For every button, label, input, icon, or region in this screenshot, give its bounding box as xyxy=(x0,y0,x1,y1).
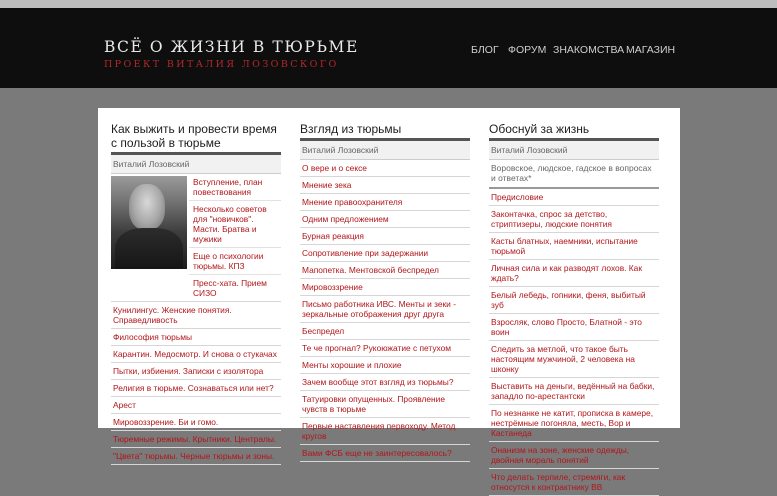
nav-blog[interactable]: БЛОГ xyxy=(471,44,499,56)
article-list xyxy=(300,160,470,462)
article-link[interactable]: Менты хорошие и плохие xyxy=(300,357,470,374)
article-link[interactable]: "Цвета" тюрьмы. Черные тюрьмы и зоны. xyxy=(111,448,281,465)
article-link[interactable]: Бурная реакция xyxy=(300,228,470,245)
article-link[interactable]: Татуировки опущенных. Проявление чувств в тюрьме xyxy=(300,391,470,418)
author-photo-block xyxy=(111,174,281,302)
article-list xyxy=(489,189,659,496)
column-title[interactable]: Взгляд из тюрьмы xyxy=(300,108,470,141)
article-link[interactable]: Религия в тюрьме. Сознаваться или нет? xyxy=(111,380,281,397)
column-survive xyxy=(111,108,281,465)
article-link[interactable]: По незнанке не катит, прописка в камере, нестрёмные погоняла, месть, Вор и Кастанеда xyxy=(489,405,659,442)
article-link[interactable]: Те че прогнал? Рукоюжатие с петухом xyxy=(300,340,470,357)
article-link[interactable]: Мапопетка. Ментовской беспредел xyxy=(300,262,470,279)
nav-forum[interactable]: ФОРУМ xyxy=(508,44,547,56)
article-link[interactable]: Мнение правоохранителя xyxy=(300,194,470,211)
article-link[interactable]: Мировоззрение xyxy=(300,279,470,296)
article-link[interactable]: Следить за метлой, что такое быть настоящим мужчиной, 2 человека на шконку xyxy=(489,341,659,378)
article-link[interactable]: Сопротивление при задержании xyxy=(300,245,470,262)
article-list xyxy=(111,302,281,465)
column-title[interactable]: Обоснуй за жизнь xyxy=(489,108,659,141)
article-link[interactable]: Еще о психологии тюрьмы. КПЗ xyxy=(189,248,281,275)
content-panel xyxy=(98,108,680,492)
column-title[interactable]: Как выжить и провести время с пользой в тюрьме xyxy=(111,108,281,155)
article-link[interactable]: Тюремные режимы. Крытники. Централы. xyxy=(111,431,281,448)
article-link[interactable]: Мнение зека xyxy=(300,177,470,194)
article-link[interactable]: О вере и о сексе xyxy=(300,160,470,177)
article-link[interactable]: Что делать терпиле, стремяги, как относутся к контрактнику ВВ xyxy=(489,469,659,496)
site-subtitle: ПРОЕКТ ВИТАЛИЯ ЛОЗОВСКОГО xyxy=(104,59,339,70)
article-link[interactable]: Белый лебедь, гопники, феня, выбитый зуб xyxy=(489,287,659,314)
site-title[interactable]: ВСЁ О ЖИЗНИ В ТЮРЬМЕ xyxy=(104,38,359,56)
article-link[interactable]: Взросляк, слово Просто, Блатной - это воин xyxy=(489,314,659,341)
article-link[interactable]: Личная сила и как разводят лохов. Как ждать? xyxy=(489,260,659,287)
article-link[interactable]: Несколько советов для "новичков". Масти. Братва и мужики xyxy=(189,201,281,248)
column-author: Виталий Лозовский xyxy=(111,155,281,174)
article-link[interactable]: Пресс-хата. Прием СИЗО xyxy=(193,278,267,298)
nav-shop[interactable]: МАГАЗИН xyxy=(626,44,676,56)
column-justify-for-life xyxy=(489,108,659,496)
article-link[interactable]: Вами ФСБ еще не заинтересовалось? xyxy=(300,445,470,462)
column-view-from-prison xyxy=(300,108,470,462)
article-link[interactable]: Философия тюрьмы xyxy=(111,329,281,346)
article-link[interactable]: Мировоззрение. Би и гомо. xyxy=(111,414,281,431)
column-author: Виталий Лозовский xyxy=(489,141,659,160)
main-nav xyxy=(0,44,777,58)
author-photo xyxy=(111,176,187,269)
article-link[interactable]: Зачем вообще этот взгляд из тюрьмы? xyxy=(300,374,470,391)
article-link[interactable]: Одним предложением xyxy=(300,211,470,228)
top-strip xyxy=(0,0,777,8)
article-link[interactable]: Онанизм на зоне, женские одежды, двойная мораль понятий xyxy=(489,442,659,469)
article-link[interactable]: Вступление, план повествования xyxy=(189,174,281,201)
article-link[interactable]: Касты блатных, наемники, испытание тюрьмой xyxy=(489,233,659,260)
nav-dating[interactable]: ЗНАКОМСТВА xyxy=(553,44,625,56)
article-link[interactable]: Письмо работника ИВС. Менты и зеки - зеркальные отображения друг друга xyxy=(300,296,470,323)
article-link[interactable]: Первые наставления первоходу. Метод кругов xyxy=(300,418,470,445)
article-link[interactable]: Пытки, избиения. Записки с изолятора xyxy=(111,363,281,380)
article-link[interactable]: Беспредел xyxy=(300,323,470,340)
article-link[interactable]: Арест xyxy=(111,397,281,414)
article-link[interactable]: Законтачка, спрос за детство, стриптизеры, людские понятия xyxy=(489,206,659,233)
article-link[interactable]: Карантин. Медосмотр. И снова о стукачах xyxy=(111,346,281,363)
article-link[interactable]: Выставить на деньги, ведённый на бабки, западло по-арестантски xyxy=(489,378,659,405)
column-description: Воровское, людское, гадское в вопросах и ответах* xyxy=(489,160,659,189)
article-link[interactable]: Кунилингус. Женские понятия. Справедливость xyxy=(111,302,281,329)
column-author: Виталий Лозовский xyxy=(300,141,470,160)
article-link[interactable]: Предисловие xyxy=(489,189,659,206)
